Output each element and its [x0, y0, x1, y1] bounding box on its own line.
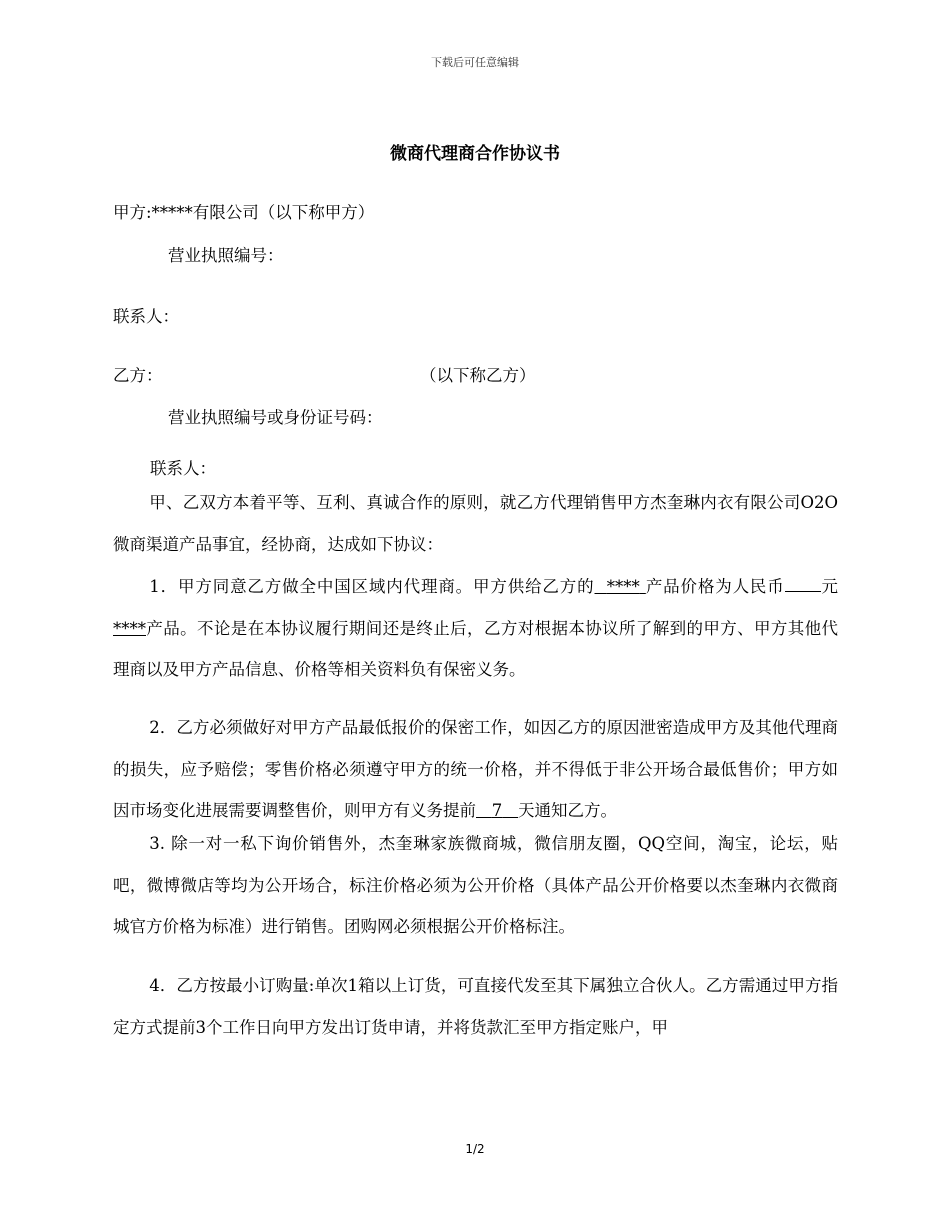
- clause-4: 4．乙方按最小订购量:单次1箱以上订货，可直接代发至其下属独立合伙人。乙方需通过甲方指定方式提前3个工作日向甲方发出订货申请，并将货款汇至甲方指定账户，甲: [113, 976, 838, 1037]
- clause-1-text-c: 元: [820, 577, 839, 596]
- document-title: 微商代理商合作协议书: [390, 144, 560, 164]
- clause-2-blank-days: 7: [491, 801, 503, 820]
- clause-1-text-d: 产品。不论是在本协议履行期间还是终止后，乙方对根据本协议所了解到的甲方、甲方其他代理商以及甲方产品信息、价格等相关资料负有保密义务。: [113, 618, 838, 679]
- party-b-license: 营业执照编号或身份证号码：: [168, 408, 383, 427]
- party-b-contact: 联系人：: [150, 459, 216, 478]
- intro-paragraph: 甲、乙双方本着平等、互利、真诚合作的原则，就乙方代理销售甲方杰奎琳内衣有限公司O2O微商渠道产品事宜，经协商，达成如下协议：: [113, 493, 838, 554]
- clause-1: [113, 566, 838, 691]
- clause-2-text-b: 天通知乙方。: [518, 801, 617, 820]
- party-b-suffix: （以下称乙方）: [420, 366, 536, 385]
- party-b-label: 乙方：: [113, 366, 163, 385]
- clause-2-text-a: 2．乙方必须做好对甲方产品最低报价的保密工作，如因乙方的原因泄密造成甲方及其他代理商的损失，应予赔偿；零售价格必须遵守甲方的统一价格，并不得低于非公开场合最低售价；甲方如因市场变化进展需要调整售价，则甲方有义务提前: [113, 718, 838, 820]
- clause-1-blank-product: ****: [606, 577, 640, 596]
- clause-2: [113, 707, 838, 832]
- header-note: 下载后可任意编辑: [431, 56, 519, 69]
- clause-1-text-a: 1．甲方同意乙方做全中国区域内代理商。甲方供给乙方的: [149, 577, 595, 596]
- clause-1-text-b: 产品价格为人民币: [645, 577, 785, 596]
- clause-1-blank-price: [785, 573, 821, 592]
- clause-1-blank-product-2: ****: [113, 618, 146, 638]
- party-a-line: 甲方:*****有限公司（以下称甲方）: [113, 203, 375, 222]
- party-a-license: 营业执照编号：: [168, 246, 284, 265]
- page-number: 1/2: [465, 1142, 485, 1156]
- party-a-contact: 联系人：: [113, 307, 179, 326]
- clause-3: 3. 除一对一私下询价销售外，杰奎琳家族微商城，微信朋友圈，QQ空间，淘宝，论坛，贴吧，微博微店等均为公开场合，标注价格必须为公开价格（具体产品公开价格要以杰奎琳内衣微商城官方价格为标准）进行销售。团购网必须根据公开价格标注。: [113, 834, 838, 936]
